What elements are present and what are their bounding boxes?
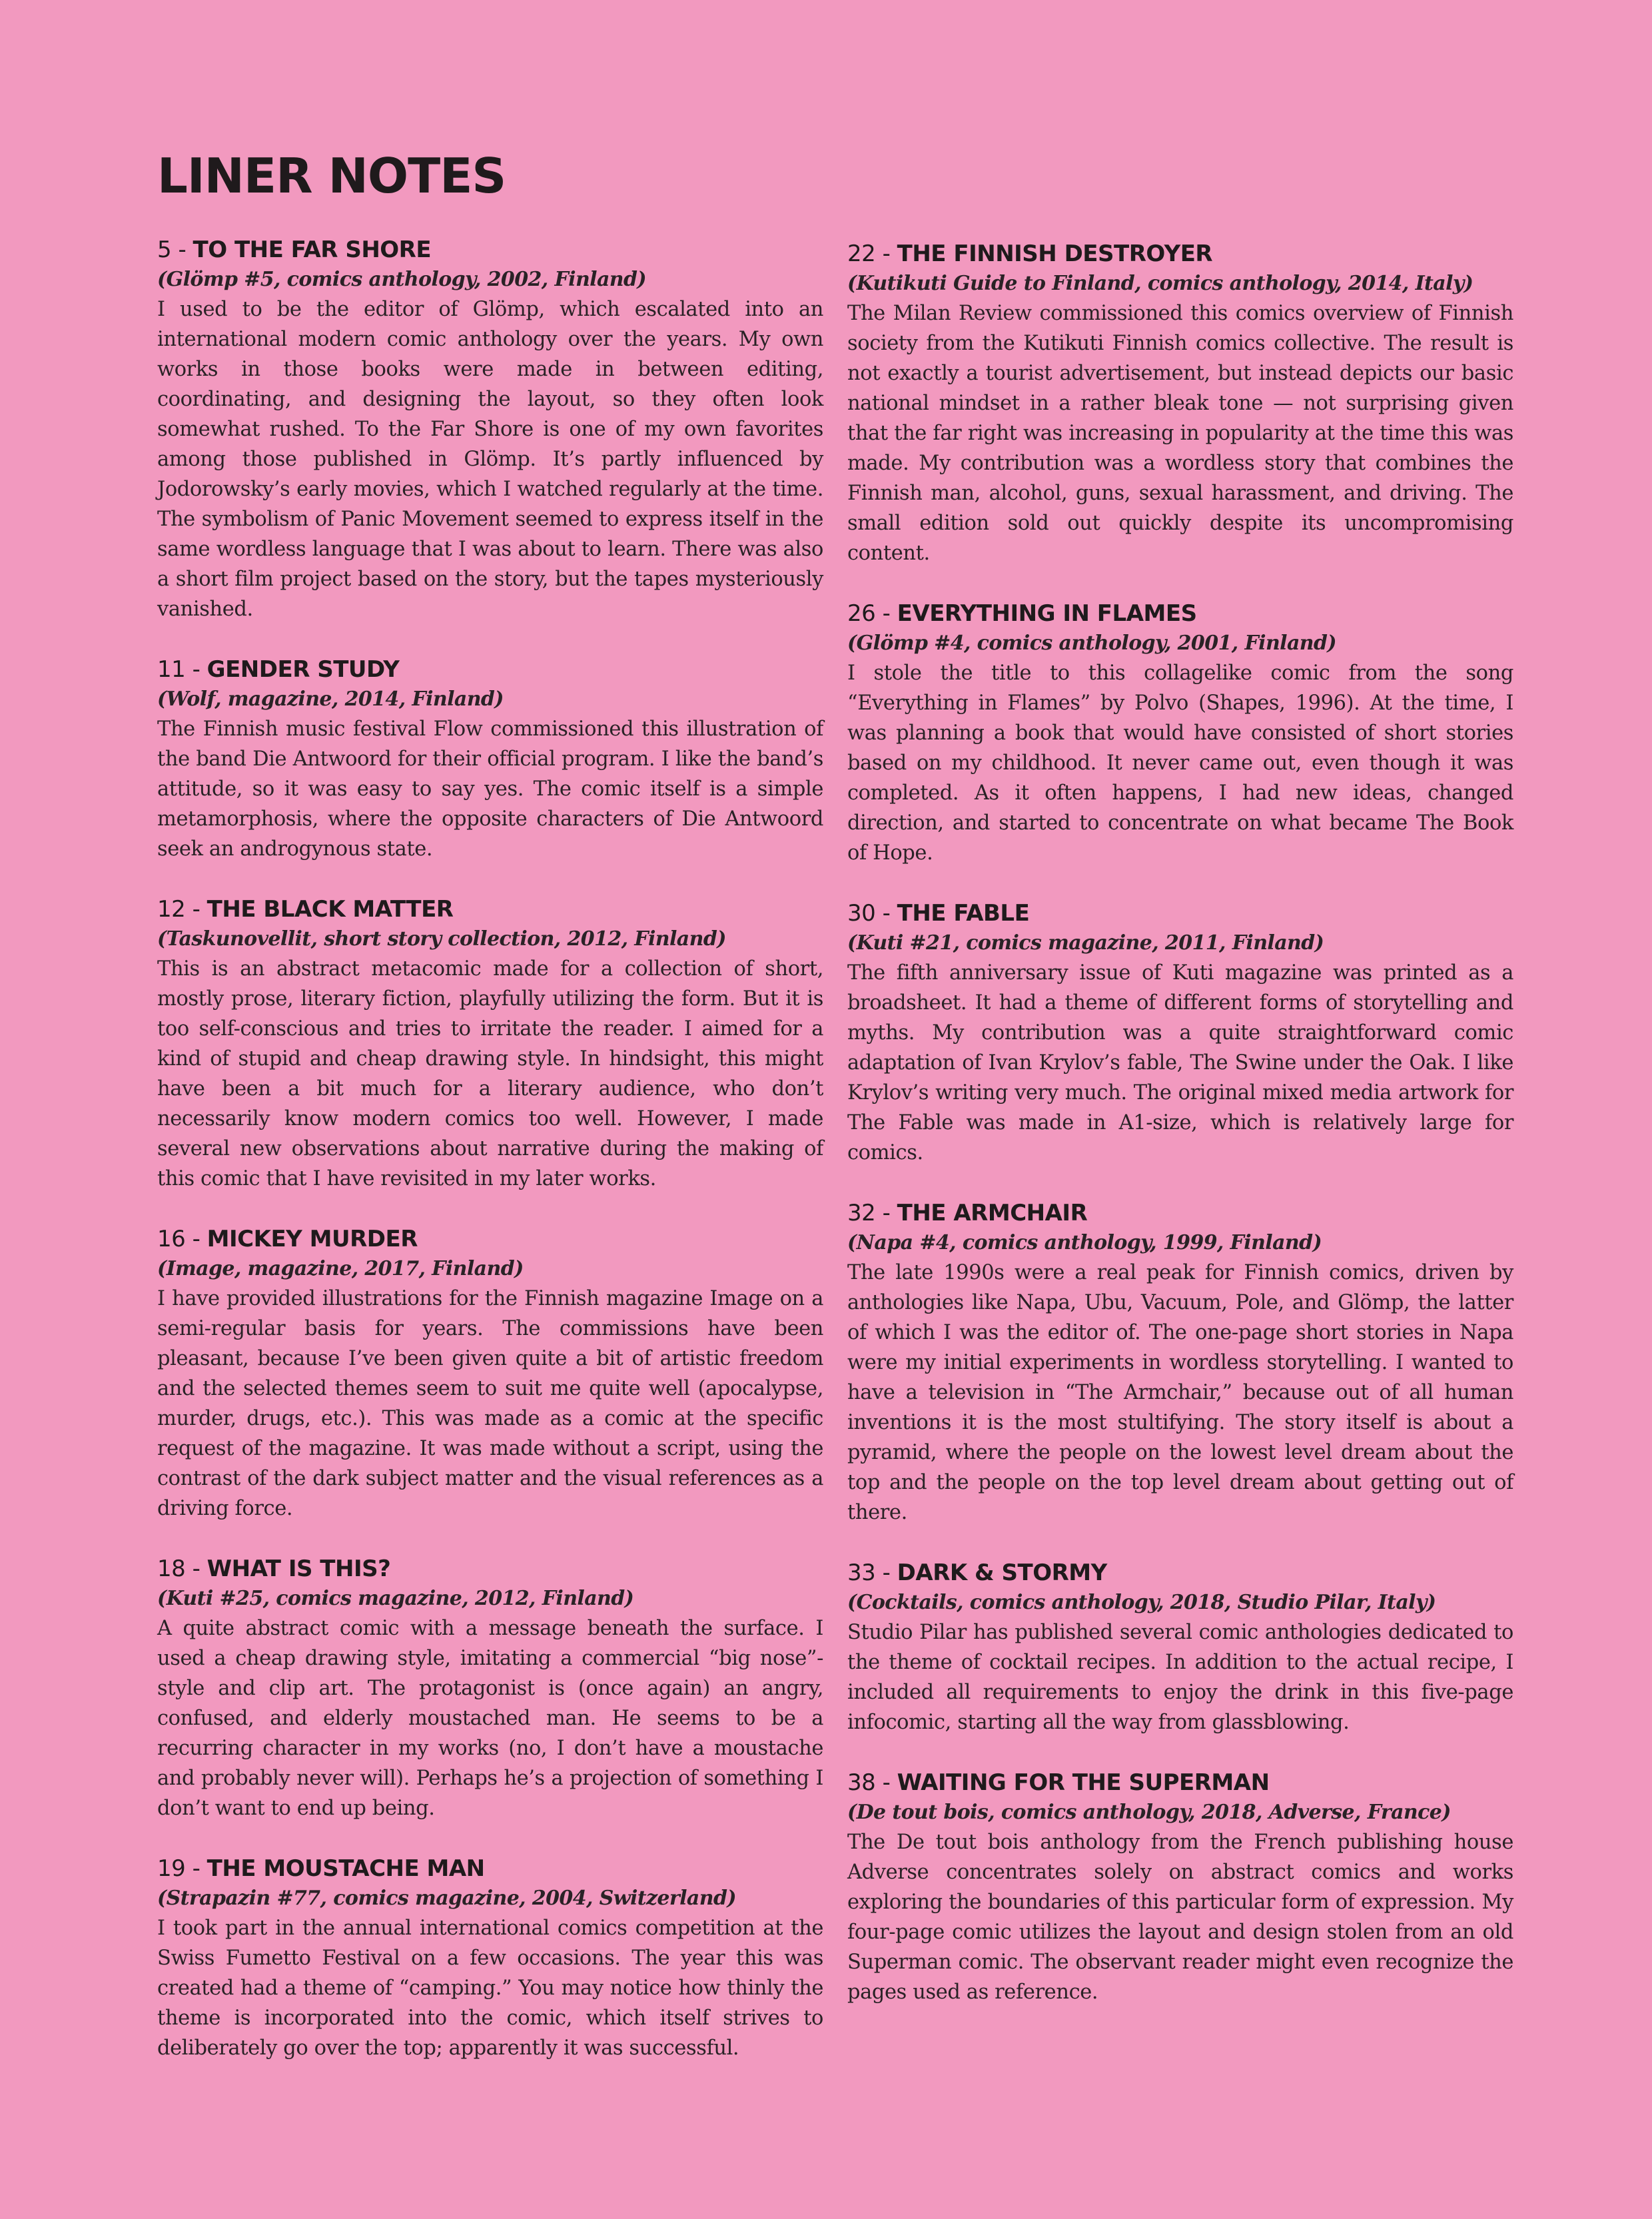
entry-number: 16 - xyxy=(157,1226,207,1252)
entry-meta: (Wolf, magazine, 2014, Finland) xyxy=(157,687,504,711)
liner-note-entry xyxy=(847,598,1513,868)
entry-body: The fifth anniversary issue of Kuti magazine was printed as a broadsheet. It had a theme of different forms of storytelling and myths. My contribution was a quite straightforward comic adaptation of Ivan Krylov’s fable, The Swine under the Oak. I like Krylov’s writing very much. The original mixed media artwork for The Fable was made in A1-size, which is relatively large for comics. xyxy=(847,961,1513,1164)
entry-number: 5 - xyxy=(157,236,193,263)
entry-title: TO THE FAR SHORE xyxy=(193,236,432,263)
entry-title: THE BLACK MATTER xyxy=(206,896,454,923)
entry-title: THE ARMCHAIR xyxy=(897,1200,1088,1226)
entry-meta: (Kuti #21, comics magazine, 2011, Finland) xyxy=(847,931,1324,955)
entry-heading xyxy=(157,1853,823,1884)
entry-title: GENDER STUDY xyxy=(206,656,400,683)
entry-heading xyxy=(847,238,1513,269)
entry-body: The Finnish music festival Flow commissioned this illustration of the band Die Antwoord for their official program. I like the band’s attitude, so it was easy to say yes. The comic itself is a simple metamorphosis, where the opposite characters of Die Antwoord seek an androgynous state. xyxy=(157,717,823,861)
entry-meta: (De tout bois, comics anthology, 2018, Adverse, France) xyxy=(847,1801,1451,1824)
entry-meta: (Kutikuti Guide to Finland, comics anthology, 2014, Italy) xyxy=(847,272,1473,295)
entry-title: WAITING FOR THE SUPERMAN xyxy=(897,1769,1270,1796)
entry-title: DARK & STORMY xyxy=(897,1559,1107,1586)
entry-number: 33 - xyxy=(847,1559,897,1586)
entry-heading xyxy=(847,598,1513,629)
entry-title: MICKEY MURDER xyxy=(206,1226,418,1252)
entry-number: 30 - xyxy=(847,900,897,927)
entry-number: 32 - xyxy=(847,1200,897,1226)
entry-body: I took part in the annual international comics competition at the Swiss Fumetto Festival on a few occasions. The year this was created had a theme of “camping.” You may notice how thinly the theme is incorporated into the comic, which itself strives to deliberately go over the top; apparently it was successful. xyxy=(157,1917,823,2060)
entry-meta: (Image, magazine, 2017, Finland) xyxy=(157,1257,524,1280)
entry-heading xyxy=(847,1767,1513,1798)
entry-heading xyxy=(157,654,823,685)
entry-body: The Milan Review commissioned this comics overview of Finnish society from the Kutikuti Finnish comics collective. The result is not exactly a tourist advertisement, but instead depicts our basic national mindset in a rather bleak tone — not surprising given that the far right was increasing in popularity at the time this was made. My contribution was a wordless story that combines the Finnish man, alcohol, guns, sexual harassment, and driving. The small edition sold out quickly despite its uncompromising content. xyxy=(847,302,1513,565)
liner-note-entry xyxy=(847,238,1513,568)
entry-body: The De tout bois anthology from the French publishing house Adverse concentrates solely on abstract comics and works exploring the boundaries of this particular form of expression. My four-page comic utilizes the layout and design stolen from an old Superman comic. The observant reader might even recognize the pages used as reference. xyxy=(847,1831,1513,2004)
entry-number: 12 - xyxy=(157,896,207,923)
right-column xyxy=(847,238,1513,2037)
entry-title: EVERYTHING IN FLAMES xyxy=(897,600,1197,627)
liner-note-entry xyxy=(157,1553,823,1823)
entry-heading xyxy=(157,894,823,925)
entry-body: A quite abstract comic with a message beneath the surface. I used a cheap drawing style, imitating a commercial “big nose”-style and clip art. The protagonist is (once again) an angry, confused, and elderly moustached man. He seems to be a recurring character in my works (no, I don’t have a moustache and probably never will). Perhaps he’s a projection of something I don’t want to end up being. xyxy=(157,1617,823,1820)
page-title: LINER NOTES xyxy=(157,148,506,204)
entry-heading xyxy=(157,1553,823,1584)
entry-number: 11 - xyxy=(157,656,207,683)
liner-note-entry xyxy=(157,894,823,1194)
entry-body: The late 1990s were a real peak for Finnish comics, driven by anthologies like Napa, Ubu, Vacuum, Pole, and Glömp, the latter of which I was the editor of. The one-page short stories in Napa were my initial experiments in wordless storytelling. I wanted to have a television in “The Armchair,” because out of all human inventions it is the most stultifying. The story itself is about a pyramid, where the people on the lowest level dream about the top and the people on the top level dream about getting out of there. xyxy=(847,1261,1513,1524)
liner-note-entry xyxy=(157,654,823,864)
entry-heading xyxy=(847,1198,1513,1228)
entry-heading xyxy=(157,234,823,265)
entry-meta: (Taskunovellit, short story collection, 2012, Finland) xyxy=(157,927,726,951)
liner-note-entry xyxy=(847,1198,1513,1528)
left-column xyxy=(157,234,823,2093)
entry-meta: (Cocktails, comics anthology, 2018, Studio Pilar, Italy) xyxy=(847,1591,1436,1614)
entry-heading xyxy=(847,1557,1513,1588)
liner-note-entry xyxy=(157,234,823,624)
entry-body: This is an abstract metacomic made for a collection of short, mostly prose, literary fiction, playfully utilizing the form. But it is too self-conscious and tries to irritate the reader. I aimed for a kind of stupid and cheap drawing style. In hindsight, this might have been a bit much for a literary audience, who don’t necessarily know modern comics too well. However, I made several new observations about narrative during the making of this comic that I have revisited in my later works. xyxy=(157,957,823,1190)
entry-title: THE FABLE xyxy=(897,900,1030,927)
entry-number: 18 - xyxy=(157,1555,207,1582)
liner-note-entry xyxy=(157,1224,823,1524)
entry-meta: (Strapazin #77, comics magazine, 2004, Switzerland) xyxy=(157,1887,736,1910)
entry-heading xyxy=(847,898,1513,929)
entry-meta: (Glömp #5, comics anthology, 2002, Finland) xyxy=(157,268,646,291)
liner-note-entry xyxy=(847,1767,1513,2007)
entry-meta: (Napa #4, comics anthology, 1999, Finland) xyxy=(847,1231,1322,1254)
entry-body: I have provided illustrations for the Finnish magazine Image on a semi-regular basis for years. The commissions have been pleasant, because I’ve been given quite a bit of artistic freedom and the selected themes seem to suit me quite well (apocalypse, murder, drugs, etc.). This was made as a comic at the specific request of the magazine. It was made without a script, using the contrast of the dark subject matter and the visual references as a driving force. xyxy=(157,1287,823,1520)
liner-note-entry xyxy=(847,898,1513,1168)
entry-heading xyxy=(157,1224,823,1254)
entry-meta: (Kuti #25, comics magazine, 2012, Finland) xyxy=(157,1587,634,1610)
entry-title: THE MOUSTACHE MAN xyxy=(206,1855,485,1882)
entry-number: 19 - xyxy=(157,1855,207,1882)
liner-note-entry xyxy=(157,1853,823,2063)
entry-number: 26 - xyxy=(847,600,897,627)
entry-title: WHAT IS THIS? xyxy=(206,1555,391,1582)
entry-meta: (Glömp #4, comics anthology, 2001, Finland) xyxy=(847,632,1336,655)
entry-body: Studio Pilar has published several comic anthologies dedicated to the theme of cocktail recipes. In addition to the actual recipe, I included all requirements to enjoy the drink in this five-page infocomic, starting all the way from glassblowing. xyxy=(847,1621,1513,1734)
entry-number: 38 - xyxy=(847,1769,897,1796)
entry-number: 22 - xyxy=(847,240,897,267)
entry-title: THE FINNISH DESTROYER xyxy=(897,240,1213,267)
entry-body: I stole the title to this collagelike comic from the song “Everything in Flames” by Polvo (Shapes, 1996). At the time, I was planning a book that would have consisted of short stories based on my childhood. It never came out, even though it was completed. As it often happens, I had new ideas, changed direction, and started to concentrate on what became The Book of Hope. xyxy=(847,662,1513,865)
liner-note-entry xyxy=(847,1557,1513,1737)
entry-body: I used to be the editor of Glömp, which escalated into an international modern comic anthology over the years. My own works in those books were made in between editing, coordinating, and designing the layout, so they often look somewhat rushed. To the Far Shore is one of my own favorites among those published in Glömp. It’s partly influenced by Jodorowsky’s early movies, which I watched regularly at the time. The symbolism of Panic Movement seemed to express itself in the same wordless language that I was about to learn. There was also a short film project based on the story, but the tapes mysteriously vanished. xyxy=(157,298,823,621)
